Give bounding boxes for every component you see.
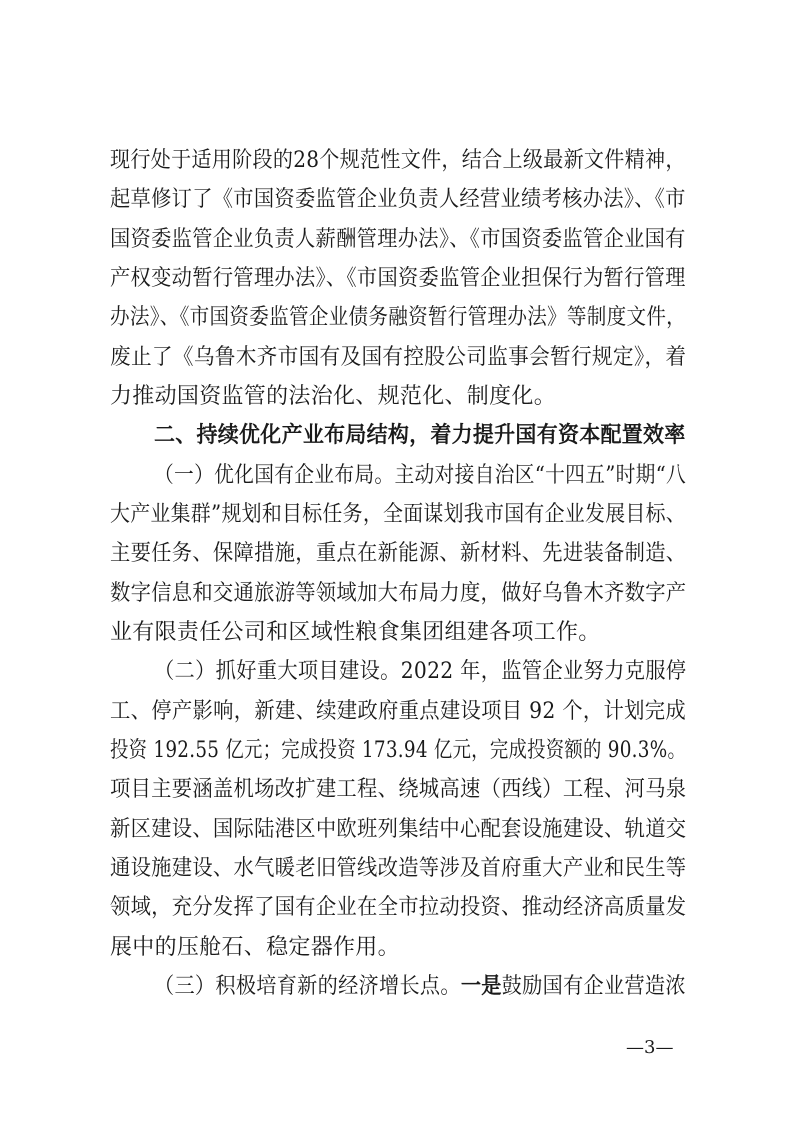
- paragraph-line: （一）优化国有企业布局。主动对接自治区“十四五”时期“八: [154, 463, 687, 488]
- paragraph-line: 业有限责任公司和区域性粮食集团组建各项工作。: [110, 620, 601, 645]
- paragraph-line: （二）抓好重大项目建设。2022 年，监管企业努力克服停: [154, 659, 687, 684]
- paragraph-line: 展中的压舱石、稳定器作用。: [110, 935, 400, 960]
- emphasis-text: 一是: [460, 974, 502, 999]
- paragraph-line: 项目主要涵盖机场改扩建工程、绕城高速（西线）工程、河马泉: [110, 777, 687, 802]
- paragraph-line: 办法》、《市国资委监管企业债务融资暂行管理办法》等制度文件，: [110, 305, 687, 330]
- page-number: —3—: [626, 1037, 674, 1058]
- paragraph-line: 废止了《乌鲁木齐市国有及国有控股公司监事会暂行规定》，着: [110, 345, 687, 370]
- paragraph-line: [154, 972, 686, 1002]
- paragraph-line: 数字信息和交通旅游等领域加大布局力度，做好乌鲁木齐数字产: [110, 581, 687, 606]
- paragraph-line: 新区建设、国际陆港区中欧班列集结中心配套设施建设、轨道交: [110, 817, 687, 842]
- paragraph-line: 工、停产影响，新建、续建政府重点建设项目 92 个，计划完成: [110, 699, 687, 724]
- paragraph-line: 领域，充分发挥了国有企业在全市拉动投资、推动经济高质量发: [110, 895, 687, 920]
- paragraph-text: 鼓励国有企业营造浓: [501, 974, 686, 999]
- paragraph-line: 大产业集群”规划和目标任务，全面谋划我市国有企业发展目标、: [110, 502, 686, 527]
- paragraph-line: 国资委监管企业负责人薪酬管理办法》、《市国资委监管企业国有: [110, 227, 686, 252]
- section-heading: 二、持续优化产业布局结构，着力提升国有资本配置效率: [154, 423, 686, 448]
- paragraph-line: 起草修订了《市国资委监管企业负责人经营业绩考核办法》、《市: [110, 187, 686, 212]
- paragraph-line: 投资 192.55 亿元；完成投资 173.94 亿元，完成投资额的 90.3%。: [110, 738, 687, 763]
- paragraph-line: 产权变动暂行管理办法》、《市国资委监管企业担保行为暂行管理: [110, 266, 686, 291]
- paragraph-line: 力推动国资监管的法治化、规范化、制度化。: [110, 384, 557, 409]
- paragraph-line: 通设施建设、水气暖老旧管线改造等涉及首府重大产业和民生等: [110, 856, 687, 881]
- subsection-title: （三）积极培育新的经济增长点。: [154, 974, 461, 999]
- paragraph-line: 主要任务、保障措施，重点在新能源、新材料、先进装备制造、: [110, 541, 687, 566]
- paragraph-line: 现行处于适用阶段的28个规范性文件，结合上级最新文件精神，: [110, 148, 686, 173]
